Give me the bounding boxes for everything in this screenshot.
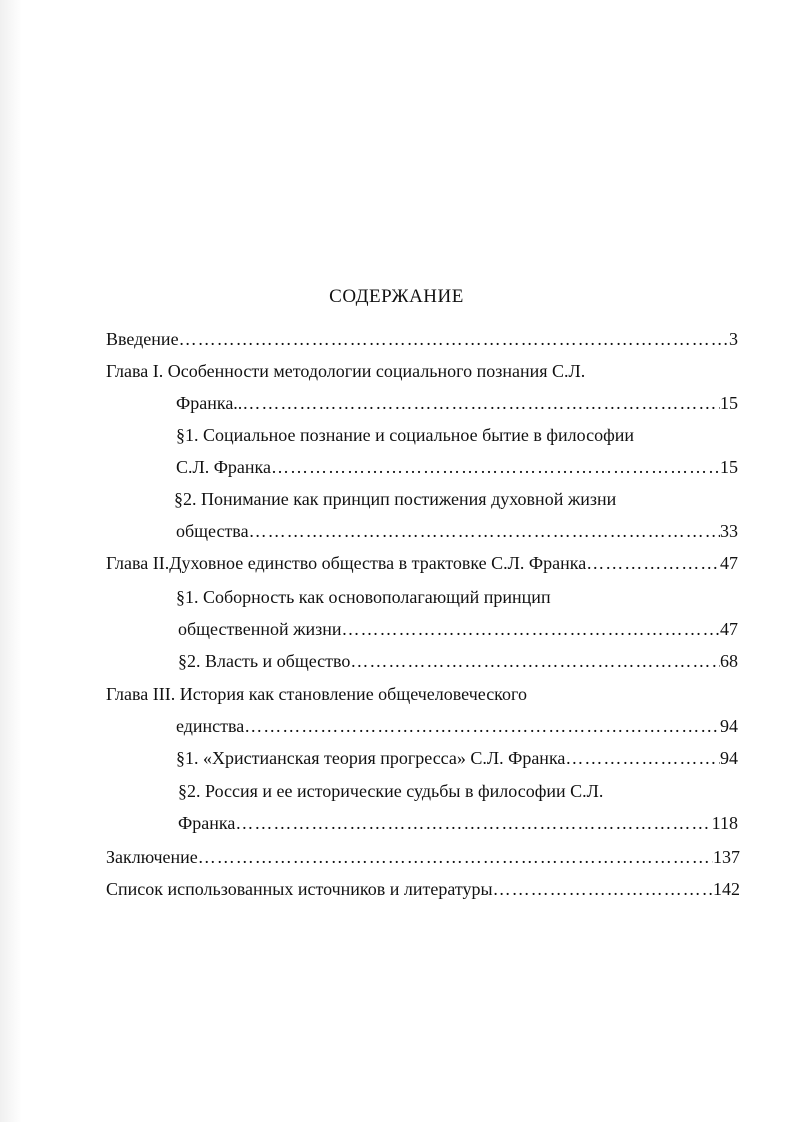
toc-page-number: 33: [720, 521, 738, 541]
toc-section-3-1[interactable]: [176, 746, 738, 770]
toc-entry-conclusion[interactable]: [106, 845, 740, 869]
toc-entry-text: §1. «Христианская теория прогресса» С.Л. Франка: [176, 748, 566, 768]
toc-leader-dots: [586, 551, 720, 575]
toc-entry-text: единства: [176, 716, 245, 736]
toc-section-3-2-cont[interactable]: [178, 811, 738, 835]
toc-entry-bibliography[interactable]: [106, 877, 740, 901]
toc-section-1-1-title[interactable]: §1. Социальное познание и социальное бытие в философии: [176, 425, 635, 445]
scan-edge-shadow: [0, 0, 22, 1122]
toc-entry-text: С.Л. Франка: [176, 457, 272, 477]
toc-chapter-1-cont[interactable]: [176, 391, 738, 415]
toc-page-number: 15: [720, 457, 738, 477]
toc-chapter-3-cont[interactable]: [176, 714, 738, 738]
toc-leader-dots: [244, 714, 720, 738]
toc-entry-text: общества: [176, 521, 249, 541]
toc-entry-text: Франка: [178, 813, 236, 833]
toc-section-3-2-title[interactable]: §2. Россия и ее исторические судьбы в философии С.Л.: [178, 781, 604, 801]
page-title: СОДЕРЖАНИЕ: [329, 286, 464, 307]
toc-entry-text: Глава II.Духовное единство общества в трактовке С.Л. Франка: [106, 553, 587, 573]
toc-entry-text: общественной жизни: [178, 619, 342, 639]
toc-chapter-2[interactable]: [106, 551, 738, 575]
toc-section-1-1-cont[interactable]: [176, 455, 738, 479]
toc-leader-dots: [493, 877, 713, 901]
toc-leader-dots: [350, 649, 720, 673]
toc-section-1-2-cont[interactable]: [176, 519, 738, 543]
toc-leader-dots: [179, 327, 729, 351]
toc-section-2-2[interactable]: [178, 649, 738, 673]
toc-leader-dots: [271, 455, 720, 479]
toc-page-number: 142: [713, 879, 740, 899]
toc-chapter-1-title[interactable]: Глава I. Особенности методологии социального познания С.Л.: [106, 361, 586, 381]
toc-page-number: 118: [711, 813, 738, 833]
toc-entry-text: Введение: [106, 329, 179, 349]
toc-entry-intro[interactable]: [106, 327, 738, 351]
toc-page-number: 68: [720, 651, 738, 671]
toc-leader-dots: [249, 519, 720, 543]
toc-page-number: 137: [713, 847, 740, 867]
toc-leader-dots: [565, 746, 720, 770]
toc-section-2-1-cont[interactable]: [178, 617, 738, 641]
toc-leader-dots: [342, 617, 720, 641]
toc-section-1-2-title[interactable]: §2. Понимание как принцип постижения духовной жизни: [174, 489, 617, 509]
toc-leader-dots: [242, 391, 720, 415]
toc-section-2-1-title[interactable]: §1. Соборность как основополагающий принцип: [176, 587, 551, 607]
toc-chapter-3-title[interactable]: Глава III. История как становление общечеловеческого: [106, 684, 527, 704]
toc-leader-dots: [198, 845, 713, 869]
toc-page-number: 3: [729, 329, 738, 349]
toc-page-number: 47: [720, 619, 738, 639]
toc-page-number: 94: [720, 716, 738, 736]
toc-entry-text: §2. Власть и общество: [178, 651, 351, 671]
toc-leader-dots: [235, 811, 711, 835]
toc-page-number: 94: [720, 748, 738, 768]
toc-entry-text: Заключение: [106, 847, 198, 867]
toc-entry-text: Франка..: [176, 393, 243, 413]
toc-entry-text: Список использованных источников и литературы: [106, 879, 493, 899]
toc-page-number: 15: [720, 393, 738, 413]
toc-page-number: 47: [720, 553, 738, 573]
